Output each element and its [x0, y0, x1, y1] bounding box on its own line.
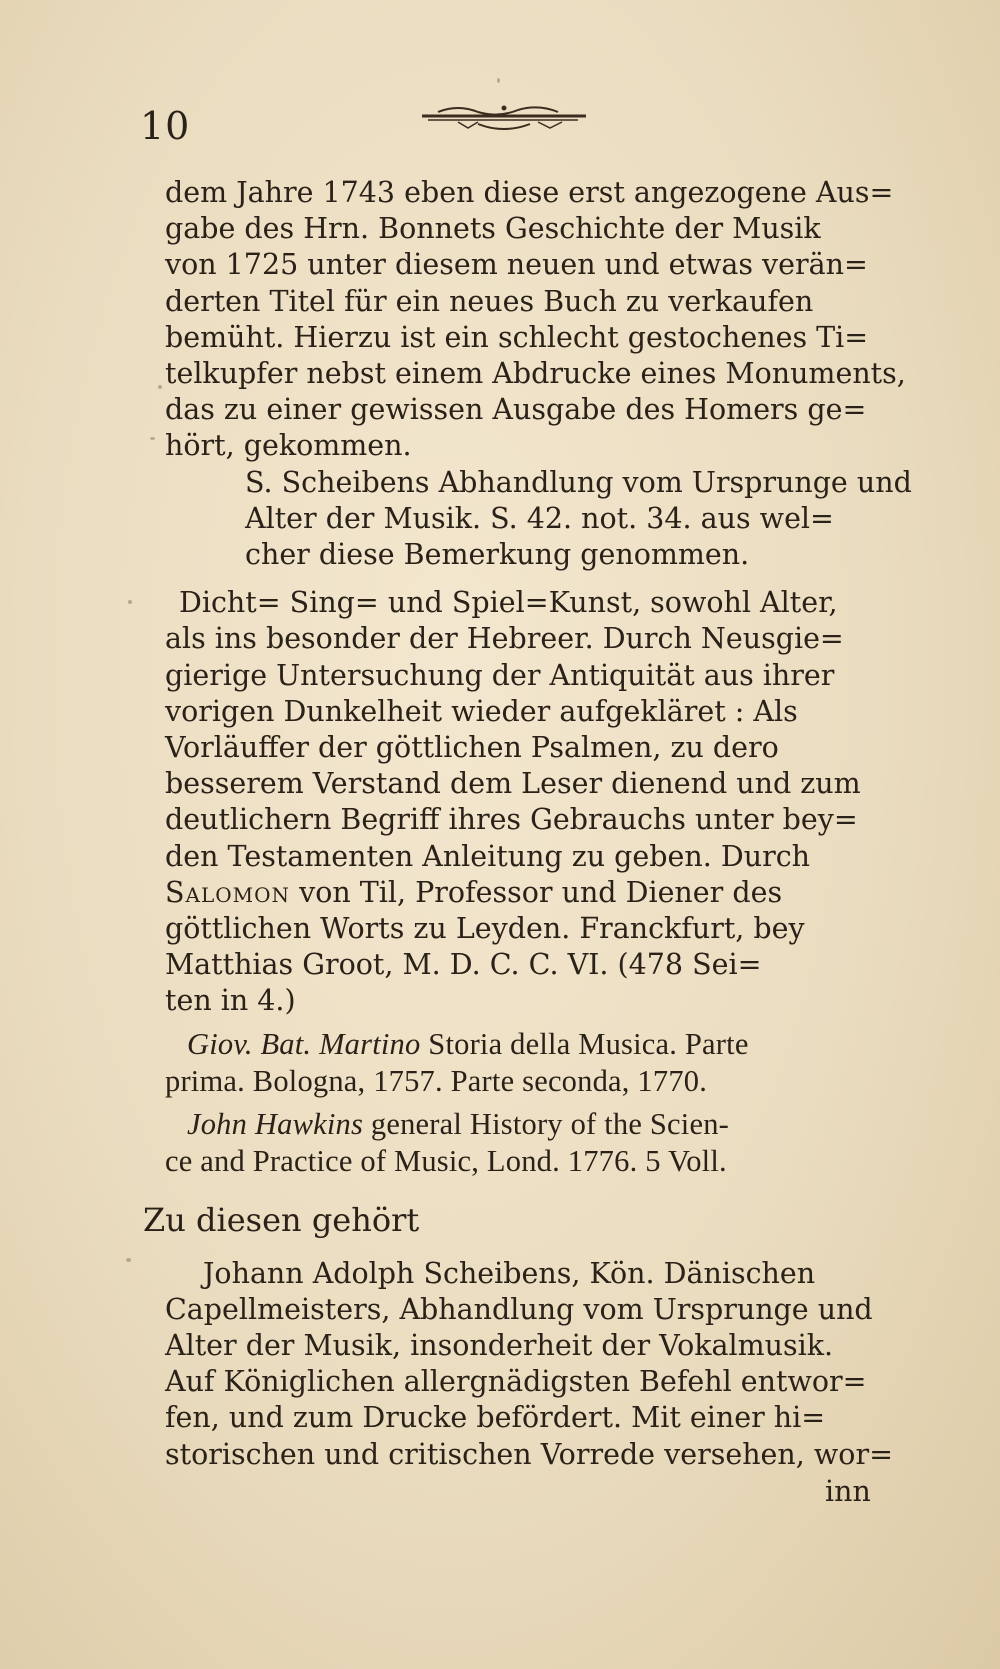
text-line: den Testamenten Anleitung zu geben. Durch [165, 839, 811, 873]
text-line: dem Jahre 1743 eben diese erst angezogene Aus= [165, 176, 894, 209]
text-line: Dicht= Sing= und Spiel=Kunst, sowohl Alter, [179, 586, 838, 620]
text-line: gabe des Hrn. Bonnets Geschichte der Musik [165, 212, 821, 246]
catchword: inn [825, 1475, 871, 1508]
text-line: storischen und critischen Vorrede versehen, wor= [165, 1437, 893, 1471]
text-line: göttlichen Worts zu Leyden. Franckfurt, bey [165, 912, 805, 946]
bibliography-entry-hawkins [165, 1106, 875, 1180]
text-line [165, 1106, 875, 1143]
paper-speck [150, 437, 155, 440]
text-line: prima. Bologna, 1757. Parte seconda, 1770. [165, 1063, 708, 1098]
paper-speck [497, 78, 500, 83]
text-line: als ins besonder der Hebreer. Durch Neusgie= [165, 622, 844, 656]
text-line: gierige Untersuchung der Antiquität aus ihrer [165, 658, 835, 692]
paragraph-continued [165, 175, 906, 465]
text-line: Alter der Musik, insonderheit der Vokalmusik. [165, 1329, 834, 1363]
text-line: telkupfer nebst einem Abdrucke eines Monuments, [165, 357, 906, 391]
decorative-rule-ornament [418, 102, 590, 136]
footnote-reference [245, 465, 912, 574]
author-name: Salomon [165, 875, 291, 909]
page-number: 10 [140, 104, 191, 148]
text-line: Alter der Musik. S. 42. not. 34. aus wel= [245, 501, 834, 535]
text-line: cher diese Bemerkung genommen. [245, 538, 750, 572]
bibliography-entry-dicht-kunst [165, 585, 875, 1019]
text-line: Matthias Groot, M. D. C. C. VI. (478 Sei= [165, 948, 762, 982]
bibliography-entry-martino [165, 1026, 875, 1100]
section-heading: Zu diesen gehört [143, 1200, 420, 1239]
bibliography-entry-scheibe [165, 1256, 893, 1473]
text-line: ten in 4.) [165, 984, 296, 1018]
text-span: Storia della Musica. Parte [420, 1026, 749, 1061]
paper-speck [158, 385, 162, 389]
paper-speck [128, 600, 132, 604]
text-line: vorigen Dunkelheit wieder aufgekläret : Als [165, 694, 798, 728]
text-line: Capellmeisters, Abhandlung vom Ursprunge und [165, 1292, 873, 1326]
text-line [165, 1026, 875, 1063]
text-span: general History of the Scien- [363, 1106, 730, 1141]
text-span: von Til, Professor und Diener des [290, 875, 783, 909]
text-line [165, 875, 875, 911]
author-name: John Hawkins [187, 1106, 364, 1141]
paper-speck [126, 1258, 131, 1262]
text-line: besserem Verstand dem Leser dienend und zum [165, 767, 861, 801]
text-line: deutlichern Begriff ihres Gebrauchs unter bey= [165, 803, 858, 837]
text-line: S. Scheibens Abhandlung vom Ursprunge und [245, 465, 912, 499]
text-line: Vorläuffer der göttlichen Psalmen, zu dero [165, 731, 779, 765]
text-line: ce and Practice of Music, Lond. 1776. 5 Voll. [165, 1143, 727, 1178]
text-line: fen, und zum Drucke befördert. Mit einer hi= [165, 1401, 826, 1435]
author-name: Giov. Bat. Martino [187, 1026, 421, 1061]
text-line: Auf Königlichen allergnädigsten Befehl entwor= [165, 1365, 867, 1399]
text-line: derten Titel für ein neues Buch zu verkaufen [165, 284, 814, 318]
text-line: hört, gekommen. [165, 429, 412, 463]
text-line: Johann Adolph Scheibens, Kön. Dänischen [203, 1256, 816, 1290]
text-line: das zu einer gewissen Ausgabe des Homers ge= [165, 393, 867, 427]
text-line: von 1725 unter diesem neuen und etwas verän= [165, 248, 868, 282]
text-line: bemüht. Hierzu ist ein schlecht gestochenes Ti= [165, 320, 869, 354]
